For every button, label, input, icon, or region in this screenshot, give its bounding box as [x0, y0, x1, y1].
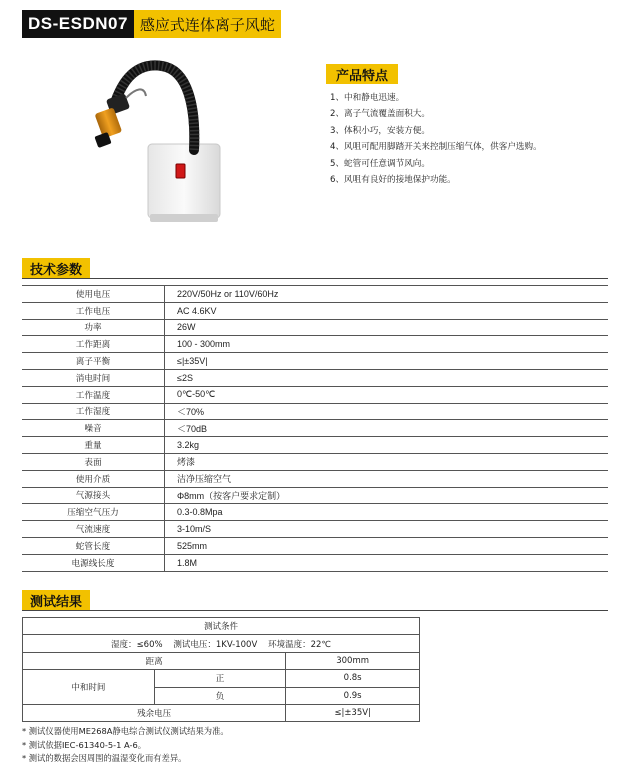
test-conditions-label: 测试条件	[23, 618, 420, 635]
spec-label: 电源线长度	[22, 554, 165, 571]
test-table	[22, 617, 420, 722]
spec-label: 消电时间	[22, 369, 165, 386]
features-list	[330, 90, 542, 188]
neutral-time-label: 中和时间	[23, 670, 155, 705]
test-conditions-value: 湿度：≤60% 测试电压：1KV-100V 环境温度：22℃	[23, 635, 420, 652]
specs-title: 技术参数	[22, 258, 90, 278]
note-item: * 测试的数据会因周围的温湿变化而有差异。	[22, 753, 187, 763]
spec-row	[22, 470, 608, 487]
spec-value: 26W	[165, 319, 609, 336]
feature-item: 2、离子气流覆盖面积大。	[330, 109, 430, 120]
spec-value: 洁净压缩空气	[165, 470, 609, 487]
spec-row	[22, 437, 608, 454]
spec-row	[22, 353, 608, 370]
spec-row	[22, 521, 608, 538]
specs-divider	[22, 278, 608, 279]
spec-label: 表面	[22, 453, 165, 470]
spec-value: 220V/50Hz or 110V/60Hz	[165, 286, 609, 303]
product-name: 感应式连体离子风蛇	[134, 10, 281, 38]
spec-label: 工作湿度	[22, 403, 165, 420]
spec-row	[22, 386, 608, 403]
product-title	[22, 10, 281, 38]
negative-label: 负	[154, 687, 286, 704]
spec-value: ＜70dB	[165, 420, 609, 437]
spec-row	[22, 319, 608, 336]
spec-row	[22, 504, 608, 521]
feature-item: 5、蛇管可任意调节风向。	[330, 158, 430, 169]
spec-label: 使用电压	[22, 286, 165, 303]
spec-label: 功率	[22, 319, 165, 336]
feature-item: 1、中和静电迅速。	[330, 93, 405, 103]
spec-value: 3-10m/S	[165, 521, 609, 538]
spec-value: 3.2kg	[165, 437, 609, 454]
feature-item: 6、风咀有良好的接地保护功能。	[330, 175, 456, 186]
spec-row	[22, 302, 608, 319]
spec-row	[22, 537, 608, 554]
spec-value: 0.3-0.8Mpa	[165, 504, 609, 521]
note-item: * 测试依据IEC-61340-5-1 A-6。	[22, 739, 147, 750]
spec-label: 蛇管长度	[22, 537, 165, 554]
distance-value: 300mm	[286, 652, 420, 669]
feature-item: 3、体积小巧，安装方便。	[330, 125, 430, 136]
spec-label: 气流速度	[22, 521, 165, 538]
model-number: DS-ESDN07	[22, 10, 134, 38]
spec-value: ≤|±35V|	[165, 353, 609, 370]
spec-label: 工作距离	[22, 336, 165, 353]
spec-value: 1.8M	[165, 554, 609, 571]
spec-row	[22, 420, 608, 437]
spec-value: ≤2S	[165, 369, 609, 386]
spec-label: 重量	[22, 437, 165, 454]
spec-label: 气源接头	[22, 487, 165, 504]
test-title: 测试结果	[22, 590, 90, 610]
residual-voltage-label: 残余电压	[23, 704, 286, 721]
residual-voltage-value: ≤|±35V|	[286, 704, 420, 721]
spec-value: AC 4.6KV	[165, 302, 609, 319]
note-item: * 测试仪器使用ME268A静电综合测试仪测试结果为准。	[22, 726, 229, 736]
spec-value: Φ8mm（按客户要求定制）	[165, 487, 609, 504]
distance-label: 距离	[23, 652, 286, 669]
spec-row	[22, 554, 608, 571]
spec-row	[22, 336, 608, 353]
spec-label: 使用介质	[22, 470, 165, 487]
spec-label: 工作温度	[22, 386, 165, 403]
negative-value: 0.9s	[286, 687, 420, 704]
positive-label: 正	[154, 670, 286, 687]
product-image	[90, 52, 240, 232]
test-divider	[22, 610, 608, 611]
spec-value: 烤漆	[165, 453, 609, 470]
spec-value: 0℃-50℃	[165, 386, 609, 403]
spec-row	[22, 487, 608, 504]
spec-label: 工作电压	[22, 302, 165, 319]
spec-label: 压缩空气压力	[22, 504, 165, 521]
spec-row	[22, 369, 608, 386]
spec-label: 离子平衡	[22, 353, 165, 370]
feature-item: 4、风咀可配用脚踏开关来控制压缩气体，供客户选购。	[330, 142, 542, 153]
features-title: 产品特点	[326, 64, 398, 84]
spec-value: 525mm	[165, 537, 609, 554]
spec-row	[22, 286, 608, 303]
spec-label: 噪音	[22, 420, 165, 437]
spec-row	[22, 453, 608, 470]
specs-table	[22, 285, 608, 572]
spec-value: ＜70%	[165, 403, 609, 420]
test-notes	[22, 725, 229, 766]
spec-value: 100 - 300mm	[165, 336, 609, 353]
spec-row	[22, 403, 608, 420]
positive-value: 0.8s	[286, 670, 420, 687]
